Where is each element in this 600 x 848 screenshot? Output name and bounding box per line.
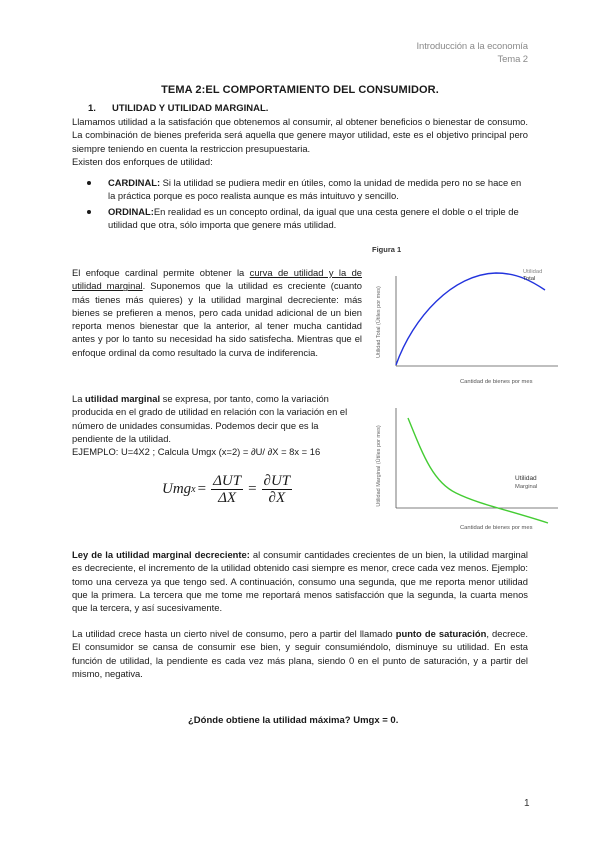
x-axis-label: Cantidad de bienes por mes <box>460 525 533 530</box>
formula-subscript: x <box>191 484 196 495</box>
list-item-ordinal <box>84 205 530 232</box>
law-text: al consumir cantidades crecientes de un bien, la utilidad marginal es decreciente, el incremento de la utilidad obtenido casi siempre es menor, crece cada vez menos. Ejemplo: tomo una cerveza ya que tengo sed. A continuación, consumo una segunda, que me reporta menor utilidad que la primera. La tercera que me tome me reportará menos satisfacción que la segunda, la cuarta menos que la tercera, y así sucesivamente. <box>72 549 529 614</box>
running-header <box>417 40 528 66</box>
section-heading <box>88 103 268 114</box>
section-label: UTILIDAD Y UTILIDAD MARGINAL. <box>112 103 269 114</box>
figure-label: Figura 1 <box>372 245 402 254</box>
list-item-cardinal <box>84 176 530 203</box>
intro-paragraph <box>72 115 528 168</box>
intro-text: Llamamos utilidad a la satisfación que obtenemos al consumir, al obtener beneficios o bienestar de consumo. La combinación de bienes preferida será aquella que genere mayor utilidad, este es el objetivo principal pero siempre teniendo en cuenta la restriccion presupuestaria. <box>72 116 528 154</box>
partial-numerator: ∂UT <box>263 473 291 489</box>
cardinal-text-pre: El enfoque cardinal permite obtener la <box>72 267 250 278</box>
equals-sign: = <box>197 481 207 497</box>
x-axis-label: Cantidad de bienes por mes <box>460 379 533 385</box>
term-ordinal: ORDINAL: <box>108 205 154 217</box>
cardinal-paragraph <box>72 266 362 359</box>
page-title: TEMA 2:EL COMPORTAMIENTO DEL CONSUMIDOR. <box>161 84 439 96</box>
total-utility-curve <box>396 273 545 365</box>
partial-fraction <box>262 473 293 506</box>
partial-denominator: ∂X <box>268 490 286 506</box>
saturation-term: punto de saturación <box>395 628 487 639</box>
marginal-text-pre: La <box>72 393 86 404</box>
desc-cardinal: Si la utilidad se pudiera medir en útiles, como la unidad de medida pero no se hace en la práctica porque es poco realista aunque es más intuituvo y sencillo. <box>108 177 522 202</box>
bullet-icon <box>87 181 91 185</box>
header-course: Introducción a la economía <box>416 41 528 52</box>
formula-lhs: Umg <box>162 481 192 497</box>
delta-fraction <box>211 473 243 506</box>
delta-numerator: ΔUT <box>213 473 242 489</box>
saturation-paragraph <box>72 627 528 680</box>
bullet-icon <box>87 210 91 214</box>
marginal-term: utilidad marginal <box>85 393 161 404</box>
equals-sign: = <box>248 481 257 497</box>
curve-label-line2: Marginal <box>515 484 538 490</box>
law-term: Ley de la utilidad marginal decreciente: <box>72 549 250 560</box>
curve-label-line1: Utilidad <box>523 269 543 275</box>
approach-list <box>84 176 530 233</box>
y-axis-label: Utilidad Marginal (Útiles por mes) <box>376 425 382 507</box>
intro-text-2: Existen dos enforques de utilidad: <box>72 155 213 167</box>
header-topic: Tema 2 <box>497 54 528 65</box>
section-number: 1. <box>88 103 96 114</box>
total-utility-chart <box>368 262 558 392</box>
page-number: 1 <box>524 798 530 809</box>
marginal-paragraph <box>72 392 362 458</box>
marginal-utility-curve <box>408 418 548 523</box>
max-utility-question: ¿Dónde obtiene la utilidad máxima? Umgx = 0. <box>188 715 399 726</box>
cardinal-text-post: . Suponemos que la utilidad es creciente (cuanto más tienes más quieres) y la utilidad marginal decreciente: más bienes se prefieren a menos, pero cada unidad adicional de un bien reporta menos bienestar que la anterior, al tener mucha cantidad antes y por lo tanto su necesidad ha sido satisfecha. Mientras que el enfoque ordinal da como resultado la curva de indiferencia. <box>72 280 362 358</box>
term-cardinal: CARDINAL: <box>108 177 161 188</box>
saturation-text-pre: La utilidad crece hasta un cierto nivel de consumo, pero a partir del llamado <box>72 628 396 639</box>
y-axis-label: Utilidad Total (Útiles por mes) <box>376 286 382 358</box>
law-paragraph <box>72 548 528 614</box>
delta-denominator: ΔX <box>218 490 237 506</box>
utility-curve-link[interactable]: curva de utilidad y la de utilidad marginal <box>72 267 362 292</box>
desc-ordinal: En realidad es un concepto ordinal, da igual que una cesta genere el doble o el triple de utilidad que otra, sólo importa que genere más utilidad. <box>108 205 519 230</box>
marginal-utility-formula <box>162 473 295 506</box>
marginal-utility-chart <box>368 400 558 530</box>
curve-label-line2: Total <box>523 276 536 282</box>
curve-label-line1: Utilidad <box>515 475 537 482</box>
example-line: EJEMPLO: U=4X2 ; Calcula Umgx (x=2) = ∂U/ ∂X = 8x = 16 <box>72 446 321 458</box>
saturation-text-post: , decrece. El consumidor se cansa de consumir ese bien, y seguir consumiéndolo, disminuye su utilidad. En esta función de utilidad, la pendiente es cada vez más plana, siendo 0 en el punto de saturación, y a partir del mismo, negativa. <box>72 628 528 679</box>
marginal-text-post: se expresa, por tanto, como la variación producida en el grado de utilidad en relación con la variación en el número de unidades consumidas. Podemos decir que es la pendiente de la utilidad. <box>72 393 348 444</box>
